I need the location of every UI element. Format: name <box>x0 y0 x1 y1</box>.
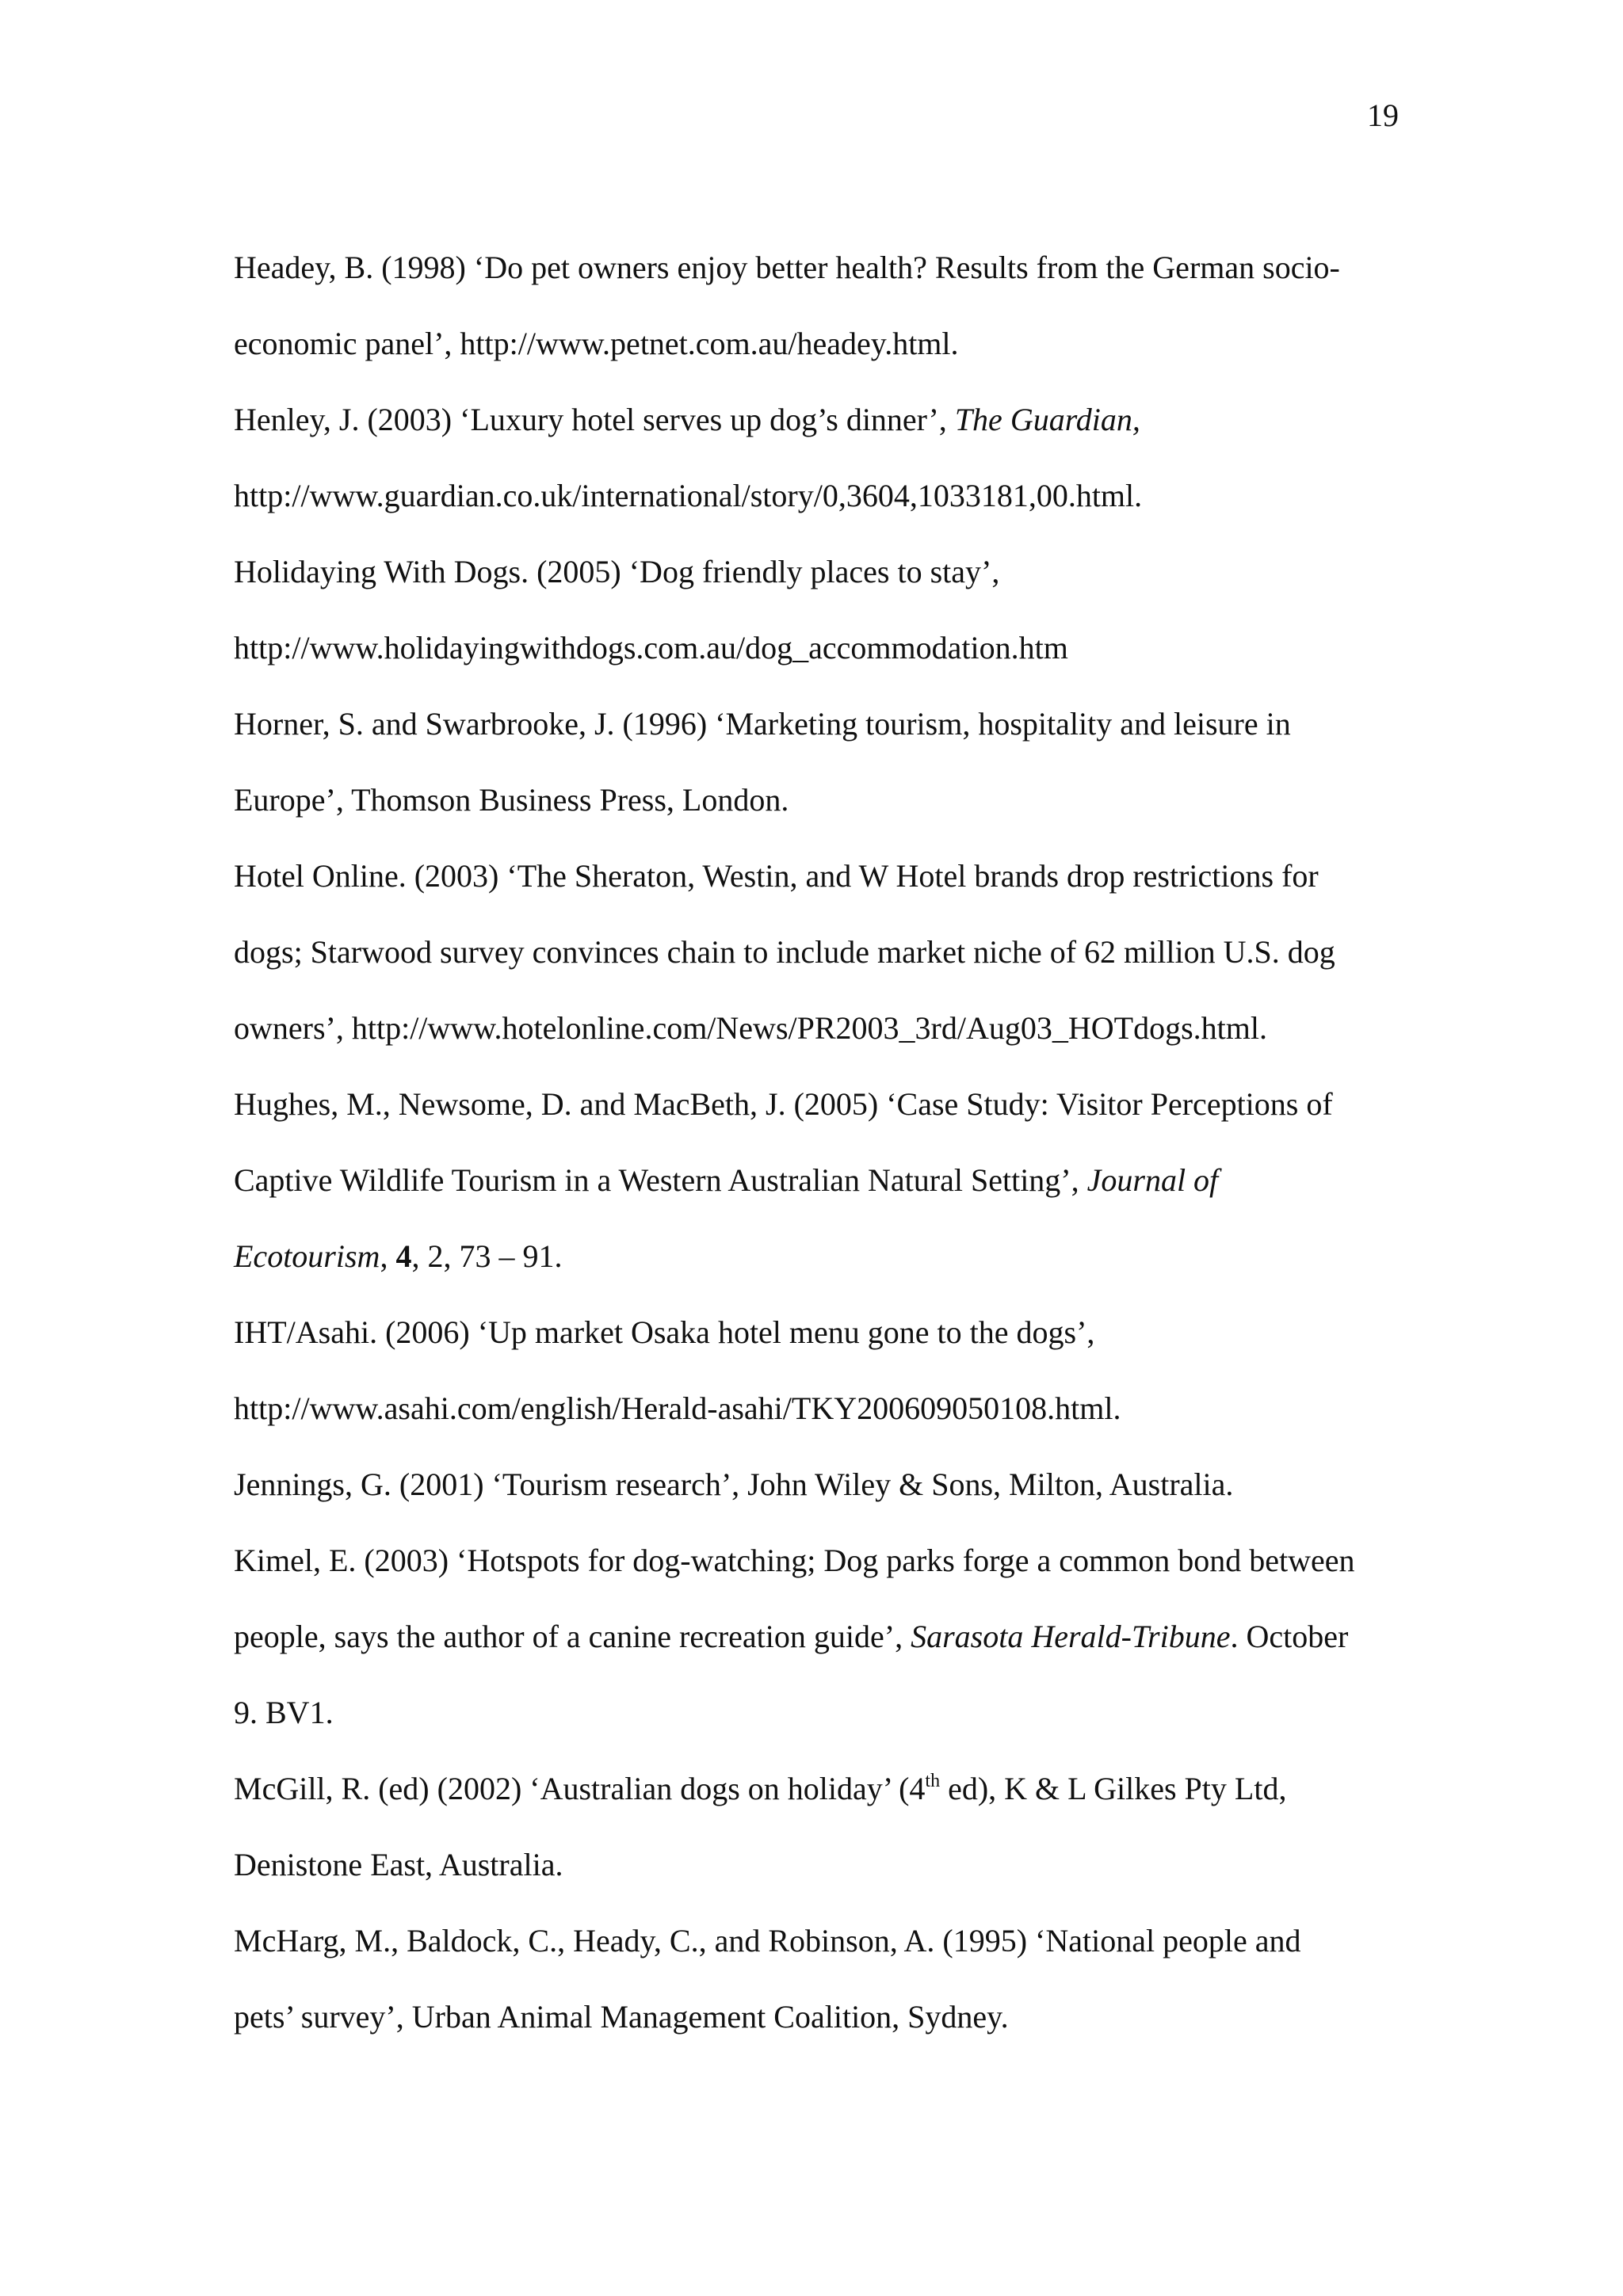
reference-line: Hughes, M., Newsome, D. and MacBeth, J. (2005) ‘Case Study: Visitor Perceptions of <box>234 1086 1333 1122</box>
reference-line: economic panel’, http://www.petnet.com.au/headey.html. <box>234 326 959 361</box>
reference-line: Headey, B. (1998) ‘Do pet owners enjoy better health? Results from the German socio- <box>234 250 1340 285</box>
reference-entry <box>234 1903 1423 2055</box>
reference-line: McHarg, M., Baldock, C., Heady, C., and Robinson, A. (1995) ‘National people and <box>234 1923 1301 1958</box>
reference-text: McGill, R. (ed) (2002) ‘Australian dogs on holiday’ (4 <box>234 1771 926 1806</box>
reference-line: Denistone East, Australia. <box>234 1847 563 1882</box>
reference-entry <box>234 1751 1423 1903</box>
reference-url: http://www.asahi.com/english/Herald-asahi/TKY200609050108.html. <box>234 1390 1121 1426</box>
reference-text: people, says the author of a canine recreation guide’, <box>234 1619 911 1654</box>
reference-text: , <box>380 1238 396 1274</box>
reference-entry <box>234 382 1423 534</box>
reference-line <box>234 1599 1423 1675</box>
volume-number: 4 <box>395 1238 412 1274</box>
reference-url: http://www.guardian.co.uk/international/story/0,3604,1033181,00.html. <box>234 478 1143 513</box>
reference-text: . October <box>1230 1619 1349 1654</box>
reference-line <box>234 1751 1423 1827</box>
reference-text: ed), K & L Gilkes Pty Ltd, <box>940 1771 1287 1806</box>
reference-url: http://www.holidayingwithdogs.com.au/dog_accommodation.htm <box>234 630 1068 666</box>
reference-text: Henley, J. (2003) ‘Luxury hotel serves up dog’s dinner’, <box>234 402 955 437</box>
reference-entry <box>234 1447 1423 1523</box>
reference-line: owners’, http://www.hotelonline.com/News/PR2003_3rd/Aug03_HOTdogs.html. <box>234 1010 1267 1046</box>
journal-title: Journal of <box>1086 1162 1219 1198</box>
reference-entry <box>234 230 1423 382</box>
reference-line: pets’ survey’, Urban Animal Management Coalition, Sydney. <box>234 1999 1009 2035</box>
reference-line: Horner, S. and Swarbrooke, J. (1996) ‘Marketing tourism, hospitality and leisure in <box>234 706 1291 742</box>
reference-entry <box>234 686 1423 838</box>
reference-line: 9. BV1. <box>234 1695 334 1730</box>
reference-line <box>234 382 1423 458</box>
reference-line <box>234 1219 1423 1295</box>
publication-title: Sarasota Herald-Tribune <box>911 1619 1231 1654</box>
reference-line: Holidaying With Dogs. (2005) ‘Dog friendly places to stay’, <box>234 554 1000 589</box>
reference-line: Hotel Online. (2003) ‘The Sheraton, Westin, and W Hotel brands drop restrictions for <box>234 858 1319 894</box>
reference-line: Europe’, Thomson Business Press, London. <box>234 782 789 818</box>
reference-line: IHT/Asahi. (2006) ‘Up market Osaka hotel menu gone to the dogs’, <box>234 1314 1095 1350</box>
reference-line <box>234 1142 1423 1219</box>
reference-entry <box>234 1295 1423 1447</box>
reference-line: Jennings, G. (2001) ‘Tourism research’, John Wiley & Sons, Milton, Australia. <box>234 1466 1234 1502</box>
ordinal-suffix: th <box>925 1771 941 1791</box>
page-number: 19 <box>1367 97 1399 133</box>
reference-text: , 2, 73 – 91. <box>411 1238 563 1274</box>
reference-entry <box>234 1066 1423 1295</box>
reference-list <box>234 230 1423 2055</box>
reference-entry <box>234 1523 1423 1751</box>
reference-text: Captive Wildlife Tourism in a Western Australian Natural Setting’, <box>234 1162 1087 1198</box>
reference-line: dogs; Starwood survey convinces chain to include market niche of 62 million U.S. dog <box>234 934 1335 970</box>
reference-entry <box>234 838 1423 1066</box>
reference-entry <box>234 534 1423 686</box>
reference-line: Kimel, E. (2003) ‘Hotspots for dog-watching; Dog parks forge a common bond between <box>234 1543 1355 1578</box>
publication-title: The Guardian, <box>954 402 1140 437</box>
journal-title: Ecotourism <box>234 1238 380 1274</box>
